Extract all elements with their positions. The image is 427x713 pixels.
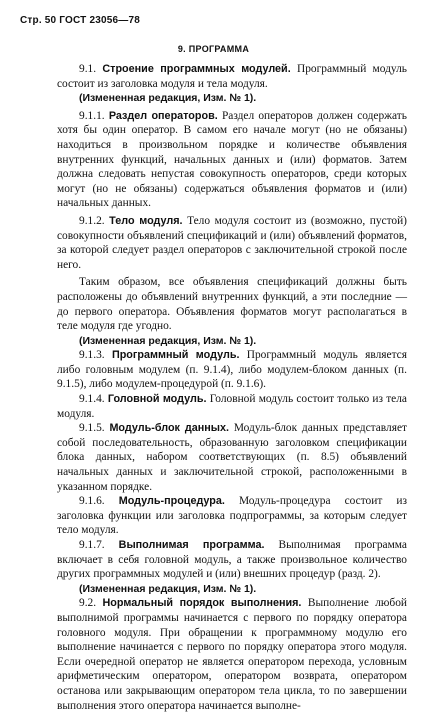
page-header: Стр. 50 ГОСТ 23056—78: [20, 15, 140, 26]
paragraph: 9.1.6. Модуль-процедура. Модуль-процедура состоит из заголовка функции или заголовка подпрограммы, за которым следует тело модуля.: [57, 495, 407, 537]
paragraph: 9.2. Нормальный порядок выполнения. Выполнение любой выполнимой программы начинается с первого по порядку оператора головного модуля. При обращении к программному модулю его выполнение начинается с первого по порядку оператора этого модуля. Если очередной оператор не является оператором перехода, условным арифметическим оператором, оператором возврата, оператором останова или закрывающим оператором тела цикла, то по завершении выполнения этого оператора начинается выполне-: [57, 597, 407, 712]
paragraph: Таким образом, все объявления спецификаций должны быть расположены до объявлений внутренних функций, а эти последние — до первого оператора. Объявления форматов могут располагаться в теле модуля где угодно.: [57, 276, 407, 333]
paragraph: 9.1.3. Программный модуль. Программный модуль является либо головным модулем (п. 9.1.4), либо модулем-блоком данных (п. 9.1.5), либо модулем-процедурой (п. 9.1.6).: [57, 349, 407, 391]
section-title: 9. ПРОГРАММА: [177, 44, 250, 54]
paragraph: 9.1.5. Модуль-блок данных. Модуль-блок данных представляет собой последовательность, образованную заголовком спецификации блока данных, набором соответствующих (п. 8.5) объявлений начальных данных и заключительной строкой, расположенными в указанном порядке.: [57, 422, 407, 493]
paragraph: 9.1.7. Выполнимая программа. Выполнимая программа включает в себя головной модуль, а также произвольное количество других программных модулей и (или) внешних процедур (разд. 2).: [57, 539, 407, 581]
edit-note: (Измененная редакция, Изм. № 1).: [79, 582, 257, 595]
edit-note: (Измененная редакция, Изм. № 1).: [79, 334, 257, 347]
edit-note: (Измененная редакция, Изм. № 1).: [79, 92, 257, 105]
paragraph: 9.1.2. Тело модуля. Тело модуля состоит из (возможно, пустой) совокупности объявлений спецификаций и (или) объявлений форматов, за которой следует раздел операторов с заключительной строкой после него.: [57, 214, 407, 271]
document-body: [57, 62, 407, 713]
paragraph: 9.1.1. Раздел операторов. Раздел операторов должен содержать хотя бы один оператор. В самом его начале могут (но не обязаны) находиться в произвольном порядке и количестве объявления внутренних функций, начальных данных и (или) форматов. Затем должна следовать непустая совокупность операторов, среди которых могут (но не обязаны) содержаться объявления форматов и (или) начальных данных.: [57, 109, 407, 210]
paragraph: 9.1.4. Головной модуль. Головной модуль состоит только из тела модуля.: [57, 393, 407, 420]
paragraph: 9.1. Строение программных модулей. Программный модуль состоит из заголовка модуля и тела модуля.: [57, 63, 407, 90]
